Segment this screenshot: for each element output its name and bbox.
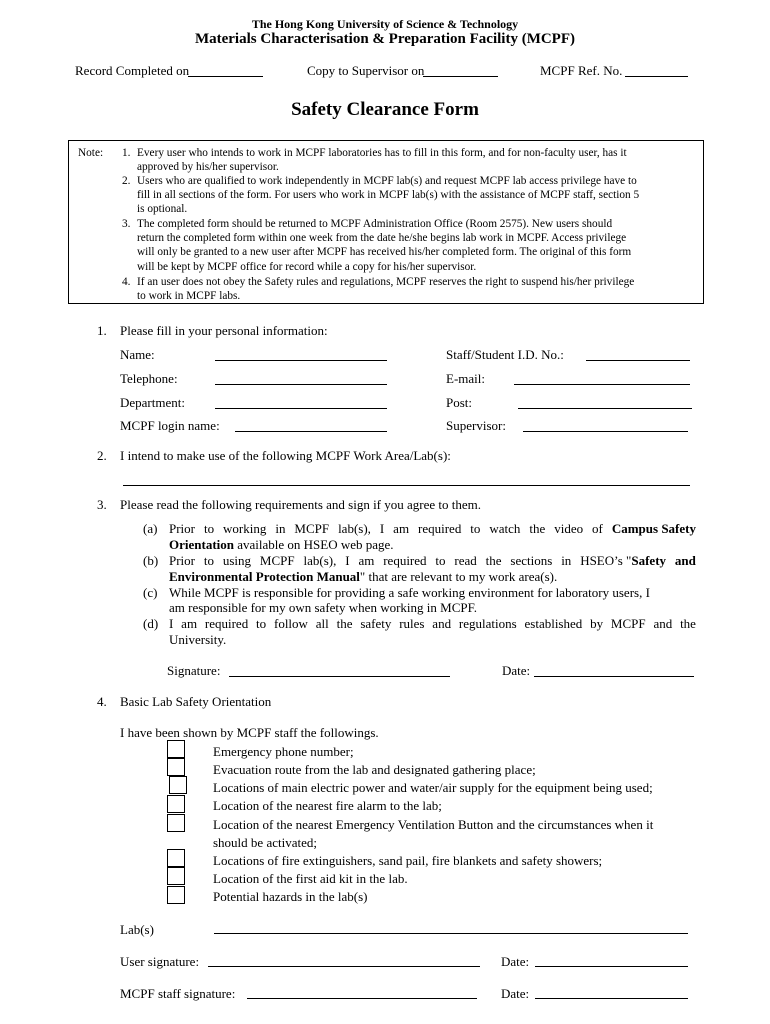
checklist-item: Potential hazards in the lab(s) [213, 889, 368, 904]
signature-field[interactable] [229, 676, 450, 677]
checklist-item: should be activated; [213, 835, 317, 850]
staff-id-label: Staff/Student I.D. No.: [446, 347, 564, 362]
note-line: Users who are qualified to work independently in MCPF lab(s) and request MCPF lab access privilege have to [137, 175, 637, 187]
note-num-4: 4. [122, 276, 131, 288]
record-completed-label: Record Completed on [75, 63, 190, 78]
note-line: approved by his/her supervisor. [137, 161, 279, 173]
section-4-intro: I have been shown by MCPF staff the followings. [120, 725, 379, 740]
staff-date-field[interactable] [535, 998, 688, 999]
section-3-number: 3. [97, 497, 107, 512]
section-4-number: 4. [97, 694, 107, 709]
date-label: Date: [502, 663, 531, 678]
requirement-c-label: (c) [143, 585, 158, 600]
facility-name: Materials Characterisation & Preparation Facility (MCPF) [194, 31, 576, 47]
requirement-b-line-2: Environmental Protection Manual" that are relevant to my work area(s). [169, 569, 558, 584]
work-area-field[interactable] [123, 485, 690, 486]
checklist-item: Locations of main electric power and water/air supply for the equipment being used; [213, 780, 653, 795]
department-field[interactable] [215, 408, 387, 409]
checkbox-first-aid-kit[interactable] [167, 867, 185, 885]
checklist-item: Location of the first aid kit in the lab. [213, 871, 408, 886]
note-num-3: 3. [122, 218, 131, 230]
note-line: will be kept by MCPF office for record while a copy for his/her supervisor. [137, 261, 477, 273]
telephone-label: Telephone: [120, 371, 178, 386]
ref-no-field[interactable] [625, 76, 688, 77]
note-line: is optional. [137, 203, 188, 215]
note-label: Note: [78, 147, 104, 159]
checkbox-emergency-ventilation[interactable] [167, 814, 185, 832]
checkbox-fire-extinguishers[interactable] [167, 849, 185, 867]
labs-field[interactable] [214, 933, 688, 934]
email-label: E-mail: [446, 371, 485, 386]
supervisor-field[interactable] [523, 431, 688, 432]
supervisor-label: Supervisor: [446, 418, 506, 433]
checkbox-evacuation-route[interactable] [167, 758, 185, 776]
checkbox-main-power[interactable] [169, 776, 187, 794]
signature-label: Signature: [167, 663, 221, 678]
requirement-a-label: (a) [143, 521, 158, 536]
checkbox-emergency-phone[interactable] [167, 740, 185, 758]
note-line: to work in MCPF labs. [137, 290, 241, 302]
note-line: The completed form should be returned to MCPF Administration Office (Room 2575). New users should [137, 218, 613, 230]
record-completed-field[interactable] [188, 76, 263, 77]
note-num-1: 1. [122, 147, 131, 159]
staff-signature-label: MCPF staff signature: [120, 986, 236, 1001]
requirement-d-label: (d) [143, 616, 159, 631]
note-num-2: 2. [122, 175, 131, 187]
copy-to-supervisor-label: Copy to Supervisor on [307, 63, 425, 78]
login-name-field[interactable] [235, 431, 387, 432]
staff-date-label: Date: [501, 986, 530, 1001]
labs-label: Lab(s) [120, 922, 154, 937]
form-title: Safety Clearance Form [291, 99, 479, 120]
name-field[interactable] [215, 360, 387, 361]
requirement-a-line-2: Orientation available on HSEO web page. [169, 537, 394, 552]
requirement-a-line-1: Prior to working in MCPF lab(s), I am required to watch the video of Campus Safety [169, 521, 696, 536]
section-3-heading: Please read the following requirements and sign if you agree to them. [120, 497, 482, 512]
section-1-heading: Please fill in your personal information: [120, 323, 328, 338]
checkbox-fire-alarm[interactable] [167, 795, 185, 813]
university-name: The Hong Kong University of Science & Technology [251, 17, 519, 31]
checkbox-potential-hazards[interactable] [167, 886, 185, 904]
staff-signature-field[interactable] [247, 998, 477, 999]
section-2-number: 2. [97, 448, 107, 463]
date-field[interactable] [534, 676, 694, 677]
name-label: Name: [120, 347, 155, 362]
user-signature-label: User signature: [120, 954, 200, 969]
note-line: return the completed form within one week from the date he/she begins lab work in MCPF. Access privilege [137, 232, 627, 244]
telephone-field[interactable] [215, 384, 387, 385]
checklist-item: Emergency phone number; [213, 744, 354, 759]
copy-to-supervisor-field[interactable] [423, 76, 498, 77]
note-line: Every user who intends to work in MCPF laboratories has to fill in this form, and for non-faculty user, has it [137, 147, 627, 159]
requirement-c-line-1: While MCPF is responsible for providing a safe working environment for laboratory users, I [169, 585, 650, 600]
user-signature-field[interactable] [208, 966, 480, 967]
section-4-heading: Basic Lab Safety Orientation [120, 694, 272, 709]
post-field[interactable] [518, 408, 692, 409]
note-line: If an user does not obey the Safety rules and regulations, MCPF reserves the right to suspend his/her privilege [137, 276, 635, 288]
email-field[interactable] [514, 384, 690, 385]
login-name-label: MCPF login name: [120, 418, 220, 433]
checklist-item: Locations of fire extinguishers, sand pail, fire blankets and safety showers; [213, 853, 603, 868]
requirement-d-line-2: University. [169, 632, 227, 647]
checklist-item: Location of the nearest fire alarm to the lab; [213, 798, 442, 813]
user-date-field[interactable] [535, 966, 688, 967]
requirement-b-line-1: Prior to using MCPF lab(s), I am required to read the sections in HSEO’s "Safety and [169, 553, 696, 568]
section-2-heading: I intend to make use of the following MCPF Work Area/Lab(s): [120, 448, 451, 463]
ref-no-label: MCPF Ref. No. [540, 63, 623, 78]
requirement-c-line-2: am responsible for my own safety when working in MCPF. [169, 600, 478, 615]
post-label: Post: [446, 395, 473, 410]
requirement-b-label: (b) [143, 553, 159, 568]
checklist-item: Location of the nearest Emergency Ventilation Button and the circumstances when it [213, 817, 654, 832]
staff-id-field[interactable] [586, 360, 690, 361]
checklist-item: Evacuation route from the lab and designated gathering place; [213, 762, 536, 777]
user-date-label: Date: [501, 954, 530, 969]
department-label: Department: [120, 395, 185, 410]
note-line: fill in all sections of the form. For users who work in MCPF lab(s) with the assistance of MCPF staff, section 5 [137, 189, 640, 201]
section-1-number: 1. [97, 323, 107, 338]
requirement-d-line-1: I am required to follow all the safety rules and regulations established by MCPF and the [169, 616, 696, 631]
note-line: will only be granted to a new user after MCPF has received his/her completed form. The original of this form [137, 246, 632, 258]
